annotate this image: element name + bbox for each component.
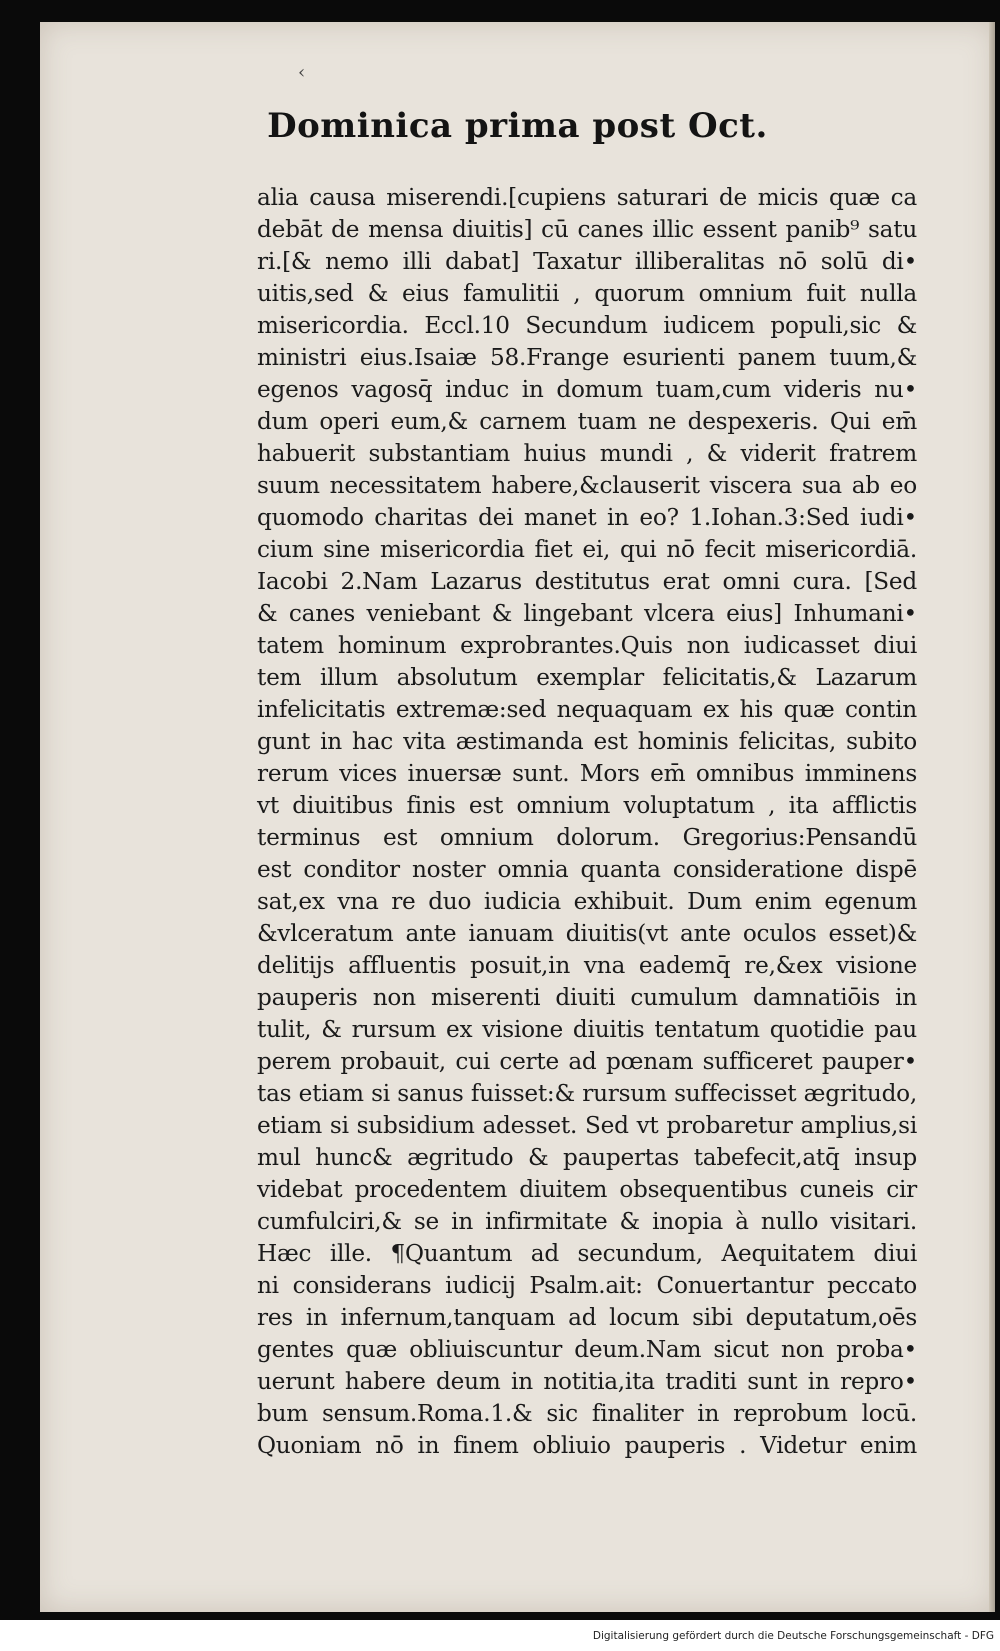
text-line: uitis,sed & eius famulitii , quorum omnium fuit nulla xyxy=(257,280,917,307)
text-line: etiam si subsidium adesset. Sed vt probaretur amplius,si xyxy=(257,1112,917,1139)
text-line: dum operi eum,& carnem tuam ne despexeris. Qui em̄ xyxy=(257,408,917,435)
text-line: &vlceratum ante ianuam diuitis(vt ante oculos esset)& xyxy=(257,920,917,947)
text-line: Quoniam nō in finem obliuio pauperis . Videtur enim xyxy=(257,1432,917,1459)
text-line: cumfulciri,& se in infirmitate & inopia à nullo visitari. xyxy=(257,1208,917,1235)
page-edge xyxy=(989,22,995,1612)
text-line: & canes veniebant & lingebant vlcera eius] Inhumani• xyxy=(257,600,917,627)
text-line: ri.[& nemo illi dabat] Taxatur illiberalitas nō solū di• xyxy=(257,248,917,275)
text-line: tas etiam si sanus fuisset:& rursum suffecisset ægritudo, xyxy=(257,1080,917,1107)
text-line: habuerit substantiam huius mundi , & viderit fratrem xyxy=(257,440,917,467)
text-line: terminus est omnium dolorum. Gregorius:Pensandū xyxy=(257,824,917,851)
text-line: mul hunc& ægritudo & paupertas tabefecit,atq̄ insup xyxy=(257,1144,917,1171)
text-line: gentes quæ obliuiscuntur deum.Nam sicut non proba• xyxy=(257,1336,917,1363)
text-line: Hæc ille. ¶Quantum ad secundum, Aequitatem diui xyxy=(257,1240,917,1267)
text-line: quomodo charitas dei manet in eo? 1.Iohan.3:Sed iudi• xyxy=(257,504,917,531)
text-line: vt diuitibus finis est omnium voluptatum , ita afflictis xyxy=(257,792,917,819)
text-line: ministri eius.Isaiæ 58.Frange esurienti panem tuum,& xyxy=(257,344,917,371)
text-line: res in infernum,tanquam ad locum sibi deputatum,oēs xyxy=(257,1304,917,1331)
text-line: pauperis non miserenti diuiti cumulum damnatiōis in xyxy=(257,984,917,1011)
text-line: Iacobi 2.Nam Lazarus destitutus erat omni cura. [Sed xyxy=(257,568,917,595)
text-line: infelicitatis extremæ:sed nequaquam ex his quæ contin xyxy=(257,696,917,723)
text-line: delitijs affluentis posuit,in vna eademq̄ re,&ex visione xyxy=(257,952,917,979)
text-line: debāt de mensa diuitis] cū canes illic essent panib⁹ satu xyxy=(257,216,917,243)
text-line: est conditor noster omnia quanta consideratione dispē xyxy=(257,856,917,883)
text-line: sat,ex vna re duo iudicia exhibuit. Dum enim egenum xyxy=(257,888,917,915)
body-text xyxy=(257,182,917,1462)
dfg-credit: Digitalisierung gefördert durch die Deutsche Forschungsgemeinschaft - DFG xyxy=(592,1630,994,1642)
running-head: Dominica prima post Oct. xyxy=(267,106,768,146)
text-line: tatem hominum exprobrantes.Quis non iudicasset diui xyxy=(257,632,917,659)
text-line: tem illum absolutum exemplar felicitatis,& Lazarum xyxy=(257,664,917,691)
text-line: bum sensum.Roma.1.& sic finaliter in reprobum locū. xyxy=(257,1400,917,1427)
text-line: videbat procedentem diuitem obsequentibus cuneis cir xyxy=(257,1176,917,1203)
text-line: suum necessitatem habere,&clauserit viscera sua ab eo xyxy=(257,472,917,499)
text-line: egenos vagosq̄ induc in domum tuam,cum videris nu• xyxy=(257,376,917,403)
text-line: alia causa miserendi.[cupiens saturari de micis quæ ca xyxy=(257,184,917,211)
text-line: ni considerans iudicij Psalm.ait: Conuertantur peccato xyxy=(257,1272,917,1299)
text-line: misericordia. Eccl.10 Secundum iudicem populi,sic & xyxy=(257,312,917,339)
book-page xyxy=(40,22,995,1612)
text-line: perem probauit, cui certe ad pœnam sufficeret pauper• xyxy=(257,1048,917,1075)
text-line: gunt in hac vita æstimanda est hominis felicitas, subito xyxy=(257,728,917,755)
text-line: rerum vices inuersæ sunt. Mors em̄ omnibus imminens xyxy=(257,760,917,787)
text-line: cium sine misericordia fiet ei, qui nō fecit misericordiā. xyxy=(257,536,917,563)
text-line: tulit, & rursum ex visione diuitis tentatum quotidie pau xyxy=(257,1016,917,1043)
page-mark: ‹ xyxy=(298,62,306,83)
text-line: uerunt habere deum in notitia,ita traditi sunt in repro• xyxy=(257,1368,917,1395)
